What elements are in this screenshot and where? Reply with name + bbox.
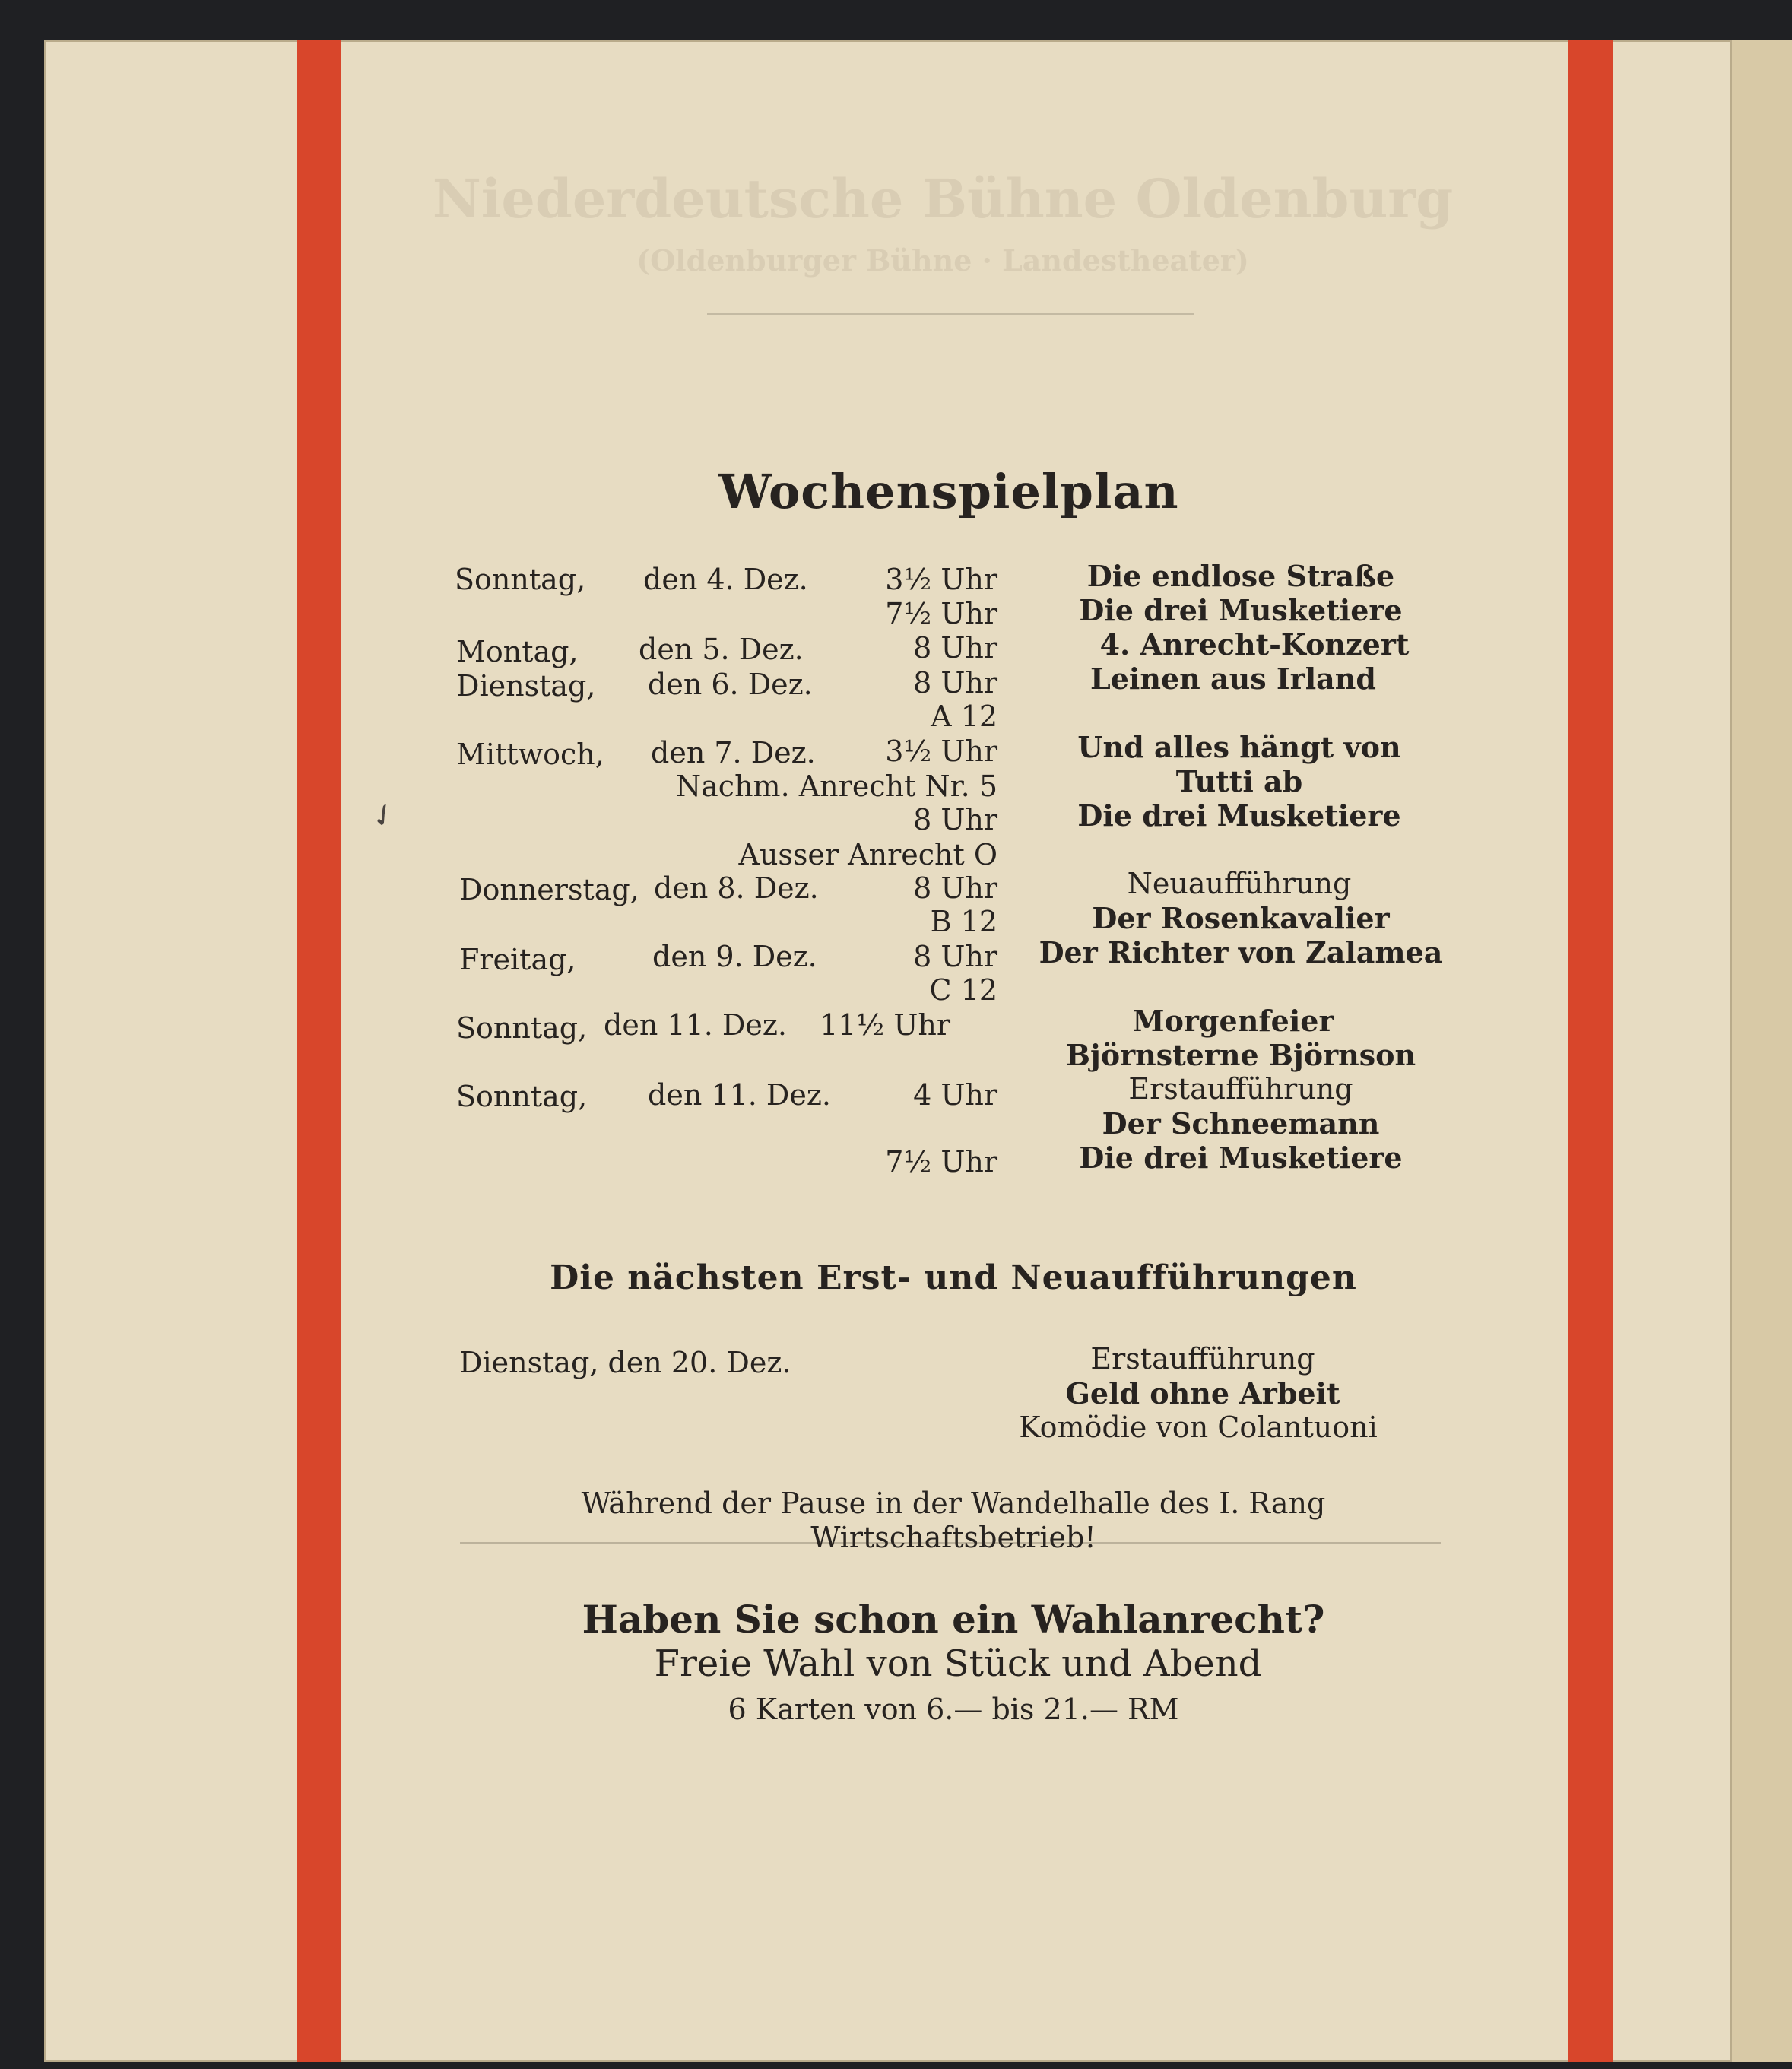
- time: C 12: [929, 973, 997, 1007]
- date: den 9. Dez.: [652, 940, 817, 973]
- time: 3½ Uhr: [885, 735, 997, 768]
- pencil-tick-mark: ✓: [363, 794, 404, 838]
- play: 4. Anrecht-Konzert: [1099, 627, 1410, 662]
- date: den 8. Dez.: [654, 871, 819, 905]
- play: Die drei Musketiere: [1077, 798, 1401, 833]
- premiere-play: Geld ohne Arbeit: [1065, 1376, 1340, 1411]
- time: 8 Uhr: [913, 871, 997, 905]
- date: den 7. Dez.: [651, 736, 816, 770]
- date: den 11. Dez.: [648, 1078, 831, 1112]
- day: Dienstag,: [456, 669, 596, 703]
- premiere-type: Erstaufführung: [1090, 1342, 1315, 1376]
- time: 7½ Uhr: [885, 597, 997, 630]
- day-date: Dienstag, den 20. Dez.: [459, 1346, 791, 1379]
- next-premieres-heading: Die nächsten Erst- und Neuaufführungen: [550, 1258, 1357, 1297]
- time: Nachm. Anrecht Nr. 5: [675, 770, 997, 803]
- play: Neuaufführung: [1127, 867, 1352, 900]
- day: Sonntag,: [456, 1080, 588, 1113]
- play: Die drei Musketiere: [1079, 1141, 1403, 1175]
- promo-price: 6 Karten von 6.— bis 21.— RM: [728, 1693, 1179, 1726]
- bleed-through-title: Niederdeutsche Bühne Oldenburg: [432, 167, 1454, 230]
- promo-subline: Freie Wahl von Stück und Abend: [654, 1642, 1262, 1685]
- date: den 5. Dez.: [639, 633, 804, 666]
- day: Mittwoch,: [456, 738, 604, 771]
- play: Der Richter von Zalamea: [1039, 935, 1443, 969]
- next-page-edge: [1732, 40, 1792, 2062]
- play: Morgenfeier: [1132, 1004, 1334, 1038]
- time: 11½ Uhr: [820, 1008, 950, 1042]
- date: den 11. Dez.: [604, 1008, 787, 1042]
- red-stripe-right: [1568, 40, 1613, 2062]
- day: Sonntag,: [456, 1011, 588, 1045]
- promo-headline: Haben Sie schon ein Wahlanrecht?: [582, 1597, 1325, 1642]
- date: den 6. Dez.: [648, 668, 813, 701]
- day: Freitag,: [459, 943, 576, 976]
- time: 3½ Uhr: [885, 563, 997, 596]
- play: Die drei Musketiere: [1079, 593, 1403, 627]
- play: Der Schneemann: [1102, 1106, 1380, 1141]
- time: B 12: [930, 905, 997, 938]
- play: Und alles hängt von: [1077, 730, 1401, 764]
- day: Donnerstag,: [459, 873, 639, 906]
- divider-rule: [460, 1542, 1441, 1544]
- play: Der Rosenkavalier: [1092, 901, 1390, 935]
- day: Sonntag,: [455, 563, 586, 596]
- red-stripe-left: [297, 40, 341, 2062]
- play: Tutti ab: [1175, 764, 1303, 798]
- date: den 4. Dez.: [643, 563, 808, 596]
- time: Ausser Anrecht O: [738, 838, 997, 871]
- notice-line-2: Wirtschaftsbetrieb!: [810, 1521, 1096, 1554]
- play: Leinen aus Irland: [1090, 662, 1376, 696]
- bleed-through-subtitle: (Oldenburger Bühne · Landestheater): [636, 243, 1249, 278]
- page-title: Wochenspielplan: [718, 464, 1179, 519]
- time: 8 Uhr: [913, 803, 997, 836]
- time: 8 Uhr: [913, 666, 997, 700]
- play: Erstaufführung: [1128, 1072, 1353, 1106]
- play: Björnsterne Björnson: [1065, 1038, 1416, 1072]
- time: 8 Uhr: [913, 631, 997, 665]
- bleed-through-rule: [707, 313, 1194, 315]
- time: 7½ Uhr: [885, 1145, 997, 1179]
- time: 4 Uhr: [913, 1078, 997, 1112]
- day: Montag,: [456, 635, 579, 668]
- premiere-author: Komödie von Colantuoni: [1019, 1411, 1378, 1444]
- time: 8 Uhr: [913, 940, 997, 973]
- time: A 12: [931, 700, 997, 733]
- notice-line-1: Während der Pause in der Wandelhalle des I. Rang: [581, 1487, 1326, 1520]
- play: Die endlose Straße: [1086, 559, 1395, 593]
